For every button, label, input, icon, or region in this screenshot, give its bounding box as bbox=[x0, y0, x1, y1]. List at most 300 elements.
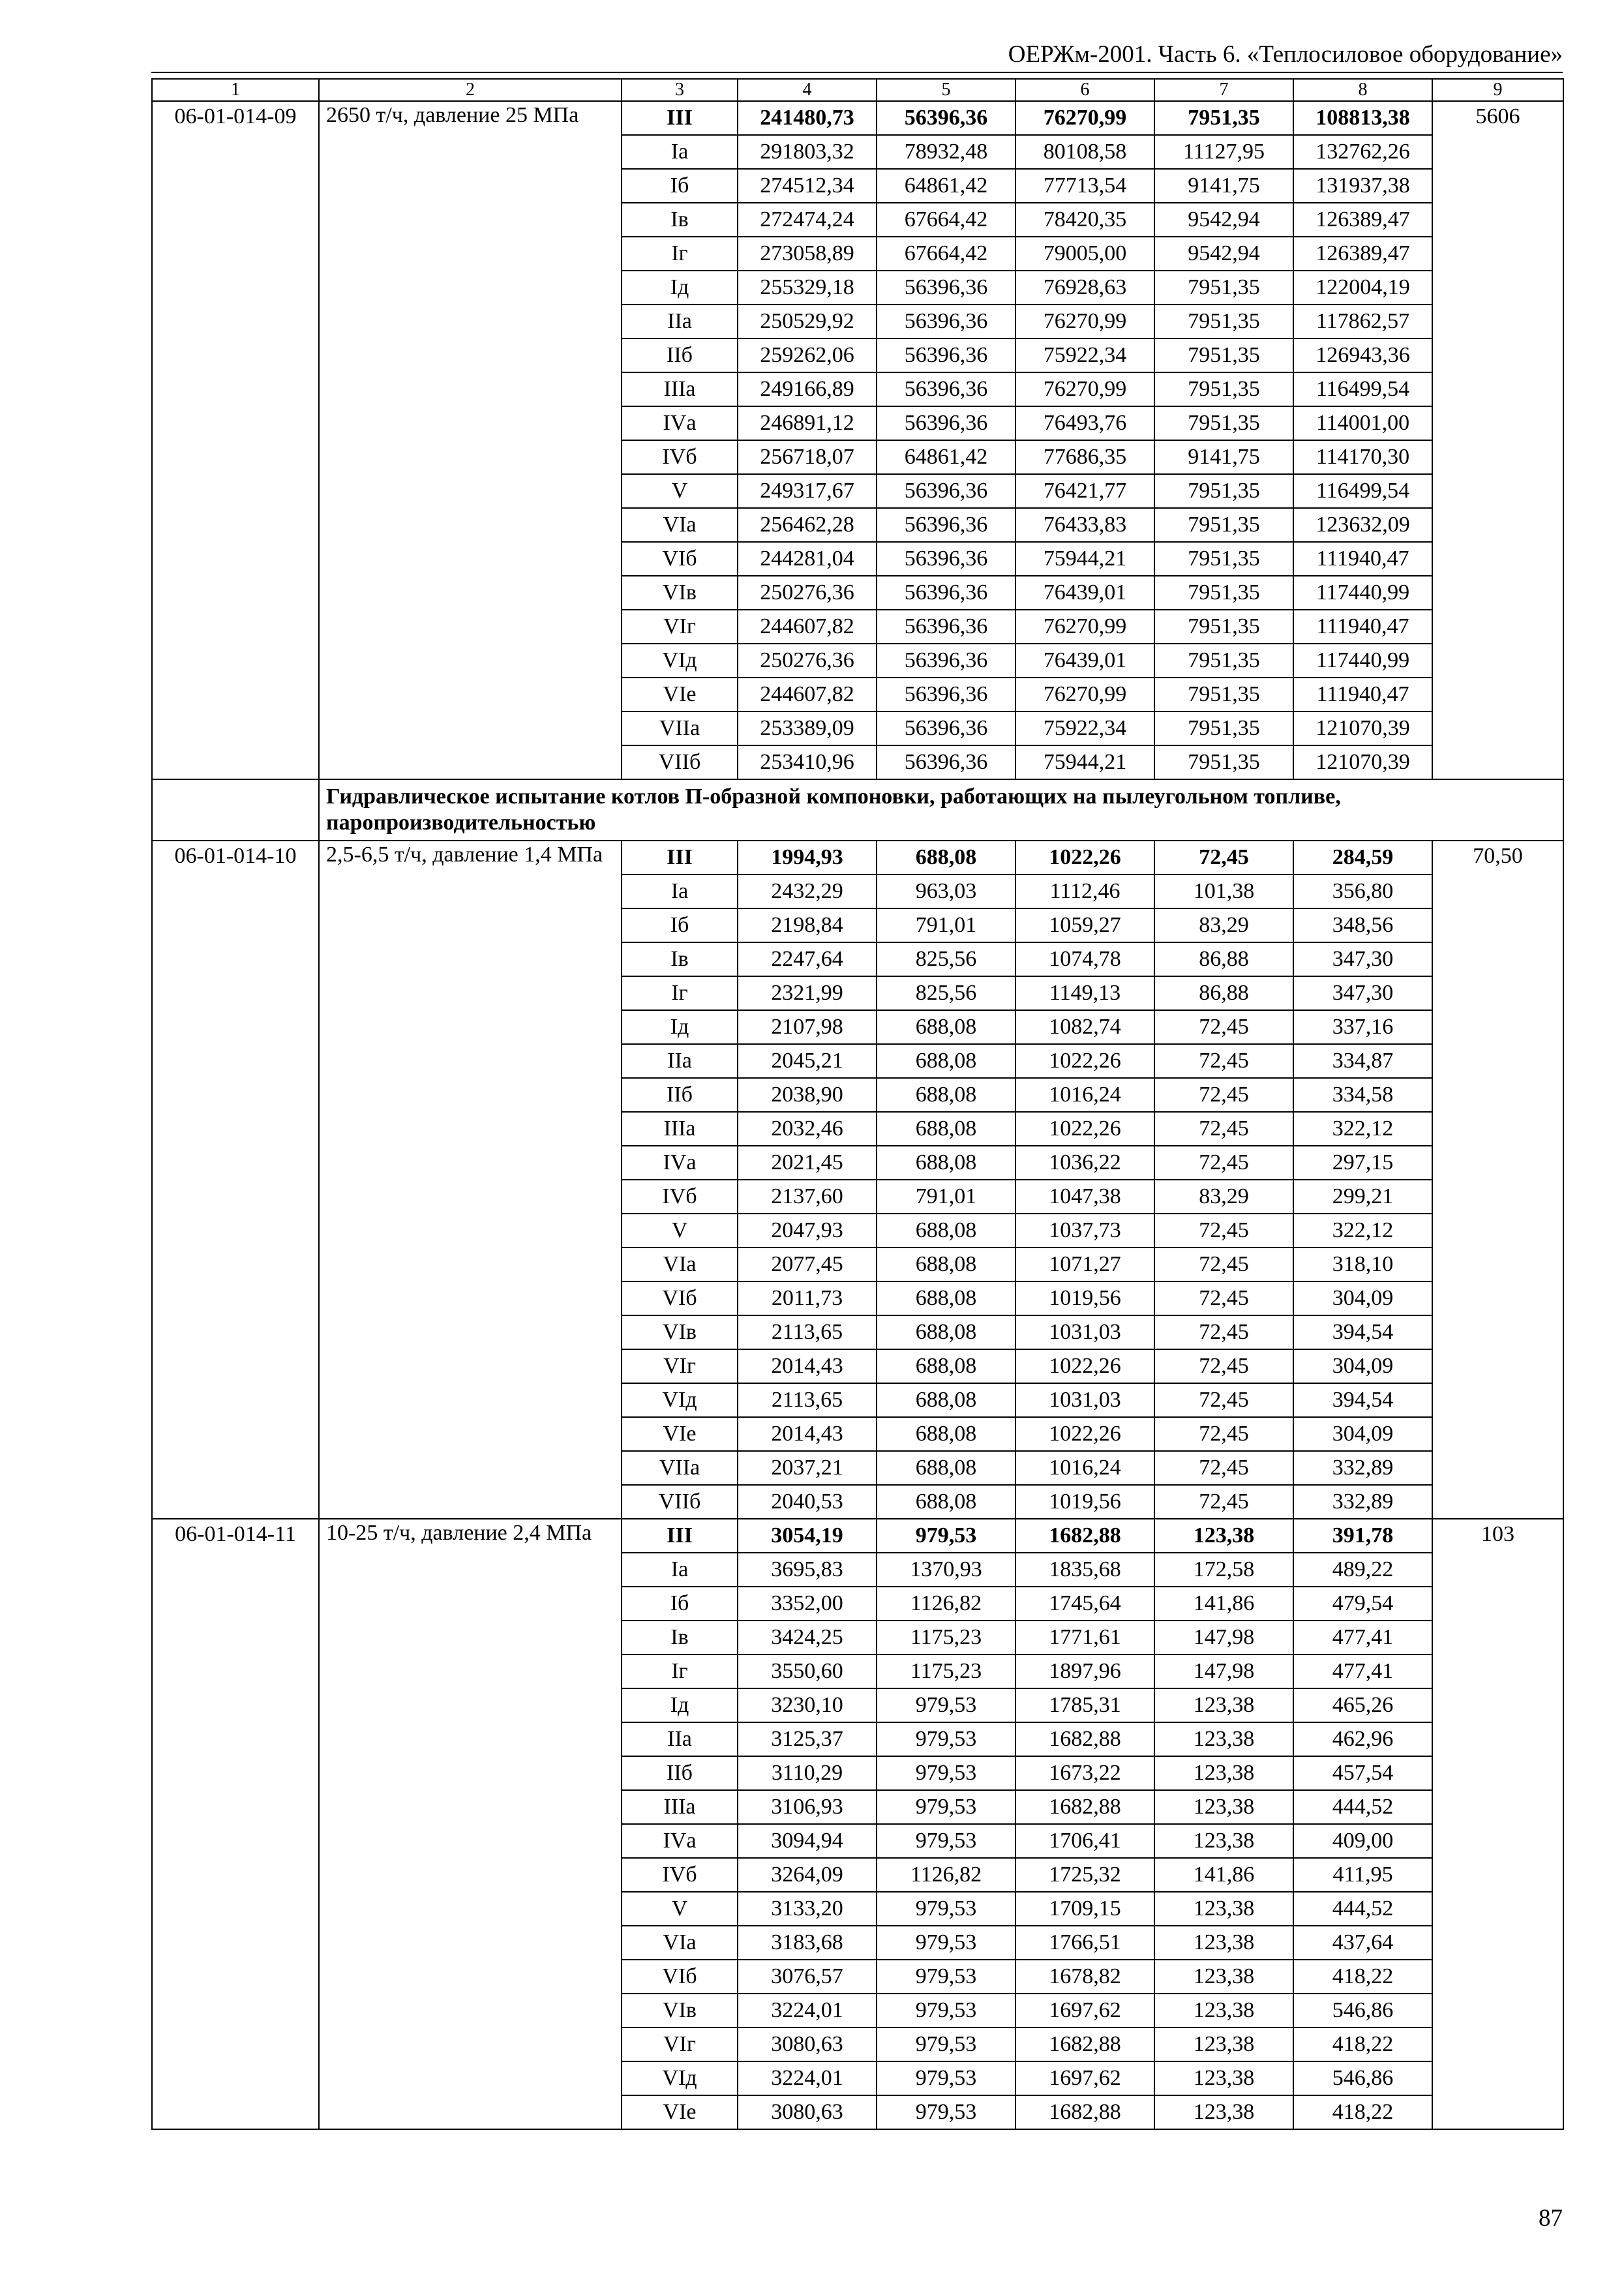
materials-cost-cell: 297,15 bbox=[1293, 1146, 1432, 1180]
materials-cost-cell: 121070,39 bbox=[1293, 745, 1432, 779]
materials-cost-cell: 394,54 bbox=[1293, 1383, 1432, 1417]
machine-cost-cell: 1706,41 bbox=[1015, 1824, 1154, 1858]
machine-cost-cell: 77686,35 bbox=[1015, 440, 1154, 474]
labor-cost-cell: 688,08 bbox=[877, 1010, 1015, 1044]
total-cost-cell: 2032,46 bbox=[738, 1112, 877, 1146]
column-number-row bbox=[152, 79, 1563, 101]
machine-cost-cell: 80108,58 bbox=[1015, 135, 1154, 169]
machine-cost-cell: 1673,22 bbox=[1015, 1756, 1154, 1790]
total-cost-cell: 3125,37 bbox=[738, 1722, 877, 1756]
labor-cost-cell: 56396,36 bbox=[877, 508, 1015, 542]
zone-cell: VIг bbox=[622, 610, 738, 644]
machine-cost-cell: 1022,26 bbox=[1015, 1044, 1154, 1078]
machine-cost-cell: 78420,35 bbox=[1015, 203, 1154, 237]
total-cost-cell: 3080,63 bbox=[738, 2027, 877, 2061]
total-cost-cell: 2040,53 bbox=[738, 1485, 877, 1519]
zone-cell: VIб bbox=[622, 1281, 738, 1315]
zone-cell: Iд bbox=[622, 1010, 738, 1044]
total-cost-cell: 274512,34 bbox=[738, 169, 877, 203]
total-cost-cell: 2021,45 bbox=[738, 1146, 877, 1180]
labor-cost-cell: 979,53 bbox=[877, 1722, 1015, 1756]
labor-cost-cell: 56396,36 bbox=[877, 271, 1015, 305]
total-cost-cell: 3054,19 bbox=[738, 1519, 877, 1553]
machine-cost-cell: 76270,99 bbox=[1015, 610, 1154, 644]
machine-cost-cell: 1835,68 bbox=[1015, 1553, 1154, 1587]
zone-cell: Iб bbox=[622, 908, 738, 942]
materials-cost-cell: 437,64 bbox=[1293, 1926, 1432, 1960]
labor-cost-cell: 688,08 bbox=[877, 1451, 1015, 1485]
materials-cost-cell: 117862,57 bbox=[1293, 305, 1432, 338]
total-cost-cell: 3110,29 bbox=[738, 1756, 877, 1790]
machine-cost-cell: 1019,56 bbox=[1015, 1485, 1154, 1519]
materials-cost-cell: 334,87 bbox=[1293, 1044, 1432, 1078]
labor-cost-cell: 979,53 bbox=[877, 2061, 1015, 2095]
total-cost-cell: 3352,00 bbox=[738, 1587, 877, 1621]
machine-cost-cell: 1697,62 bbox=[1015, 2061, 1154, 2095]
zone-cell: VIб bbox=[622, 542, 738, 576]
zone-cell: VIIб bbox=[622, 1485, 738, 1519]
total-cost-cell: 2014,43 bbox=[738, 1417, 877, 1451]
machinist-wage-cell: 72,45 bbox=[1154, 1281, 1293, 1315]
total-cost-cell: 250276,36 bbox=[738, 644, 877, 678]
total-cost-cell: 3224,01 bbox=[738, 2061, 877, 2095]
total-cost-cell: 241480,73 bbox=[738, 101, 877, 135]
materials-cost-cell: 111940,47 bbox=[1293, 678, 1432, 711]
zone-cell: III bbox=[622, 841, 738, 875]
labor-cost-cell: 688,08 bbox=[877, 1281, 1015, 1315]
total-cost-cell: 2247,64 bbox=[738, 942, 877, 976]
materials-cost-cell: 122004,19 bbox=[1293, 271, 1432, 305]
materials-cost-cell: 322,12 bbox=[1293, 1112, 1432, 1146]
machine-cost-cell: 1682,88 bbox=[1015, 1519, 1154, 1553]
section-heading-row bbox=[152, 779, 1563, 841]
machinist-wage-cell: 7951,35 bbox=[1154, 644, 1293, 678]
total-cost-cell: 2113,65 bbox=[738, 1383, 877, 1417]
materials-cost-cell: 114001,00 bbox=[1293, 406, 1432, 440]
labor-cost-cell: 56396,36 bbox=[877, 576, 1015, 610]
machinist-wage-cell: 7951,35 bbox=[1154, 678, 1293, 711]
zone-cell: V bbox=[622, 1892, 738, 1926]
machinist-wage-cell: 123,38 bbox=[1154, 1926, 1293, 1960]
materials-cost-cell: 304,09 bbox=[1293, 1417, 1432, 1451]
total-cost-cell: 256718,07 bbox=[738, 440, 877, 474]
machinist-wage-cell: 72,45 bbox=[1154, 841, 1293, 875]
running-header: ОЕРЖм-2001. Часть 6. «Теплосиловое оборудование» bbox=[1008, 41, 1563, 68]
machinist-wage-cell: 147,98 bbox=[1154, 1654, 1293, 1688]
labor-cost-cell: 688,08 bbox=[877, 1349, 1015, 1383]
total-cost-cell: 249317,67 bbox=[738, 474, 877, 508]
machine-cost-cell: 1016,24 bbox=[1015, 1451, 1154, 1485]
labor-cost-cell: 979,53 bbox=[877, 1756, 1015, 1790]
labor-cost-cell: 688,08 bbox=[877, 1112, 1015, 1146]
total-cost-cell: 3230,10 bbox=[738, 1688, 877, 1722]
column-number: 9 bbox=[1432, 79, 1563, 101]
machine-cost-cell: 1031,03 bbox=[1015, 1315, 1154, 1349]
materials-cost-cell: 284,59 bbox=[1293, 841, 1432, 875]
labor-cost-cell: 979,53 bbox=[877, 1519, 1015, 1553]
zone-cell: Iд bbox=[622, 1688, 738, 1722]
machine-cost-cell: 77713,54 bbox=[1015, 169, 1154, 203]
zone-cell: III bbox=[622, 1519, 738, 1553]
table-row bbox=[152, 1519, 1563, 1553]
machinist-wage-cell: 7951,35 bbox=[1154, 508, 1293, 542]
materials-cost-cell: 117440,99 bbox=[1293, 576, 1432, 610]
machinist-wage-cell: 123,38 bbox=[1154, 1960, 1293, 1994]
materials-cost-cell: 418,22 bbox=[1293, 2095, 1432, 2129]
total-cost-cell: 3183,68 bbox=[738, 1926, 877, 1960]
materials-cost-cell: 462,96 bbox=[1293, 1722, 1432, 1756]
labor-cost-cell: 56396,36 bbox=[877, 644, 1015, 678]
column-number: 4 bbox=[738, 79, 877, 101]
machine-cost-cell: 1022,26 bbox=[1015, 1417, 1154, 1451]
machine-cost-cell: 1678,82 bbox=[1015, 1960, 1154, 1994]
machine-cost-cell: 1047,38 bbox=[1015, 1180, 1154, 1214]
total-cost-cell: 1994,93 bbox=[738, 841, 877, 875]
machinist-wage-cell: 7951,35 bbox=[1154, 474, 1293, 508]
zone-cell: VIд bbox=[622, 644, 738, 678]
materials-cost-cell: 418,22 bbox=[1293, 2027, 1432, 2061]
materials-cost-cell: 123632,09 bbox=[1293, 508, 1432, 542]
zone-cell: VIв bbox=[622, 1315, 738, 1349]
zone-cell: IIб bbox=[622, 338, 738, 372]
machinist-wage-cell: 7951,35 bbox=[1154, 542, 1293, 576]
machine-cost-cell: 76439,01 bbox=[1015, 644, 1154, 678]
machine-cost-cell: 1059,27 bbox=[1015, 908, 1154, 942]
labor-cost-cell: 825,56 bbox=[877, 976, 1015, 1010]
rate-code: 06-01-014-11 bbox=[152, 1519, 319, 2129]
materials-cost-cell: 418,22 bbox=[1293, 1960, 1432, 1994]
zone-cell: VIб bbox=[622, 1960, 738, 1994]
materials-cost-cell: 121070,39 bbox=[1293, 711, 1432, 745]
total-cost-cell: 2037,21 bbox=[738, 1451, 877, 1485]
zone-cell: IVб bbox=[622, 1180, 738, 1214]
zone-cell: IIIа bbox=[622, 1112, 738, 1146]
materials-cost-cell: 117440,99 bbox=[1293, 644, 1432, 678]
labor-cost-cell: 979,53 bbox=[877, 1790, 1015, 1824]
total-cost-cell: 249166,89 bbox=[738, 372, 877, 406]
labor-cost-cell: 979,53 bbox=[877, 2095, 1015, 2129]
machine-cost-cell: 1037,73 bbox=[1015, 1214, 1154, 1248]
zone-cell: IIа bbox=[622, 305, 738, 338]
zone-cell: IIIа bbox=[622, 1790, 738, 1824]
column-number: 3 bbox=[622, 79, 738, 101]
machine-cost-cell: 79005,00 bbox=[1015, 237, 1154, 271]
machine-cost-cell: 76493,76 bbox=[1015, 406, 1154, 440]
machine-cost-cell: 1725,32 bbox=[1015, 1858, 1154, 1892]
zone-cell: Iа bbox=[622, 1553, 738, 1587]
zone-cell: Iг bbox=[622, 1654, 738, 1688]
zone-cell: IIа bbox=[622, 1722, 738, 1756]
labor-cost-cell: 979,53 bbox=[877, 2027, 1015, 2061]
machinist-wage-cell: 83,29 bbox=[1154, 908, 1293, 942]
machinist-wage-cell: 7951,35 bbox=[1154, 406, 1293, 440]
machinist-wage-cell: 172,58 bbox=[1154, 1553, 1293, 1587]
labor-cost-cell: 979,53 bbox=[877, 1688, 1015, 1722]
total-cost-cell: 246891,12 bbox=[738, 406, 877, 440]
machinist-wage-cell: 72,45 bbox=[1154, 1383, 1293, 1417]
labor-cost-cell: 67664,42 bbox=[877, 203, 1015, 237]
column-number: 7 bbox=[1154, 79, 1293, 101]
zone-cell: VIд bbox=[622, 1383, 738, 1417]
machinist-wage-cell: 7951,35 bbox=[1154, 610, 1293, 644]
machine-cost-cell: 76928,63 bbox=[1015, 271, 1154, 305]
materials-cost-cell: 304,09 bbox=[1293, 1349, 1432, 1383]
machinist-wage-cell: 72,45 bbox=[1154, 1451, 1293, 1485]
machinist-wage-cell: 72,45 bbox=[1154, 1214, 1293, 1248]
labor-cost-cell: 963,03 bbox=[877, 875, 1015, 908]
zone-cell: Iа bbox=[622, 135, 738, 169]
machinist-wage-cell: 101,38 bbox=[1154, 875, 1293, 908]
machinist-wage-cell: 141,86 bbox=[1154, 1858, 1293, 1892]
machine-cost-cell: 1016,24 bbox=[1015, 1078, 1154, 1112]
materials-cost-cell: 489,22 bbox=[1293, 1553, 1432, 1587]
machinist-wage-cell: 7951,35 bbox=[1154, 101, 1293, 135]
materials-cost-cell: 332,89 bbox=[1293, 1451, 1432, 1485]
machinist-wage-cell: 7951,35 bbox=[1154, 305, 1293, 338]
machine-cost-cell: 1019,56 bbox=[1015, 1281, 1154, 1315]
labor-cost-cell: 67664,42 bbox=[877, 237, 1015, 271]
rates-table bbox=[151, 78, 1564, 2130]
machinist-wage-cell: 9542,94 bbox=[1154, 237, 1293, 271]
machinist-wage-cell: 141,86 bbox=[1154, 1587, 1293, 1621]
machinist-wage-cell: 123,38 bbox=[1154, 1824, 1293, 1858]
total-cost-cell: 3424,25 bbox=[738, 1621, 877, 1654]
zone-cell: V bbox=[622, 1214, 738, 1248]
total-cost-cell: 3695,83 bbox=[738, 1553, 877, 1587]
rate-description: 2,5-6,5 т/ч, давление 1,4 МПа bbox=[319, 841, 622, 1519]
total-cost-cell: 3264,09 bbox=[738, 1858, 877, 1892]
machinist-wage-cell: 11127,95 bbox=[1154, 135, 1293, 169]
materials-cost-cell: 477,41 bbox=[1293, 1654, 1432, 1688]
machinist-wage-cell: 123,38 bbox=[1154, 2095, 1293, 2129]
zone-cell: IVб bbox=[622, 1858, 738, 1892]
machinist-wage-cell: 83,29 bbox=[1154, 1180, 1293, 1214]
materials-cost-cell: 116499,54 bbox=[1293, 372, 1432, 406]
zone-cell: Iг bbox=[622, 976, 738, 1010]
materials-cost-cell: 356,80 bbox=[1293, 875, 1432, 908]
zone-cell: VIв bbox=[622, 1994, 738, 2027]
machine-cost-cell: 1771,61 bbox=[1015, 1621, 1154, 1654]
total-cost-cell: 256462,28 bbox=[738, 508, 877, 542]
machinist-wage-cell: 86,88 bbox=[1154, 976, 1293, 1010]
machine-cost-cell: 1022,26 bbox=[1015, 841, 1154, 875]
zone-cell: Iг bbox=[622, 237, 738, 271]
machinist-wage-cell: 72,45 bbox=[1154, 1485, 1293, 1519]
zone-cell: VIе bbox=[622, 678, 738, 711]
labor-hours-cell: 5606 bbox=[1432, 101, 1563, 779]
machine-cost-cell: 1682,88 bbox=[1015, 2027, 1154, 2061]
machinist-wage-cell: 7951,35 bbox=[1154, 372, 1293, 406]
machine-cost-cell: 1709,15 bbox=[1015, 1892, 1154, 1926]
labor-cost-cell: 56396,36 bbox=[877, 610, 1015, 644]
zone-cell: VIе bbox=[622, 2095, 738, 2129]
labor-cost-cell: 56396,36 bbox=[877, 406, 1015, 440]
labor-cost-cell: 56396,36 bbox=[877, 305, 1015, 338]
labor-cost-cell: 56396,36 bbox=[877, 372, 1015, 406]
labor-hours-cell: 103 bbox=[1432, 1519, 1563, 2129]
zone-cell: VIд bbox=[622, 2061, 738, 2095]
zone-cell: VIа bbox=[622, 1926, 738, 1960]
labor-cost-cell: 979,53 bbox=[877, 1892, 1015, 1926]
materials-cost-cell: 546,86 bbox=[1293, 1994, 1432, 2027]
total-cost-cell: 2432,29 bbox=[738, 875, 877, 908]
machinist-wage-cell: 7951,35 bbox=[1154, 745, 1293, 779]
labor-cost-cell: 688,08 bbox=[877, 1248, 1015, 1281]
machinist-wage-cell: 7951,35 bbox=[1154, 338, 1293, 372]
machinist-wage-cell: 123,38 bbox=[1154, 2061, 1293, 2095]
labor-cost-cell: 979,53 bbox=[877, 1926, 1015, 1960]
materials-cost-cell: 444,52 bbox=[1293, 1892, 1432, 1926]
machinist-wage-cell: 9141,75 bbox=[1154, 440, 1293, 474]
labor-cost-cell: 56396,36 bbox=[877, 474, 1015, 508]
machine-cost-cell: 1149,13 bbox=[1015, 976, 1154, 1010]
materials-cost-cell: 114170,30 bbox=[1293, 440, 1432, 474]
total-cost-cell: 3080,63 bbox=[738, 2095, 877, 2129]
labor-cost-cell: 64861,42 bbox=[877, 169, 1015, 203]
zone-cell: Iб bbox=[622, 169, 738, 203]
total-cost-cell: 259262,06 bbox=[738, 338, 877, 372]
machinist-wage-cell: 72,45 bbox=[1154, 1248, 1293, 1281]
zone-cell: IIа bbox=[622, 1044, 738, 1078]
labor-cost-cell: 1370,93 bbox=[877, 1553, 1015, 1587]
materials-cost-cell: 322,12 bbox=[1293, 1214, 1432, 1248]
machine-cost-cell: 1897,96 bbox=[1015, 1654, 1154, 1688]
total-cost-cell: 3133,20 bbox=[738, 1892, 877, 1926]
total-cost-cell: 2014,43 bbox=[738, 1349, 877, 1383]
materials-cost-cell: 116499,54 bbox=[1293, 474, 1432, 508]
zone-cell: IIб bbox=[622, 1078, 738, 1112]
zone-cell: IVб bbox=[622, 440, 738, 474]
zone-cell: IVа bbox=[622, 1146, 738, 1180]
column-number: 8 bbox=[1293, 79, 1432, 101]
zone-cell: Iв bbox=[622, 942, 738, 976]
total-cost-cell: 250529,92 bbox=[738, 305, 877, 338]
machinist-wage-cell: 72,45 bbox=[1154, 1078, 1293, 1112]
materials-cost-cell: 457,54 bbox=[1293, 1756, 1432, 1790]
labor-cost-cell: 56396,36 bbox=[877, 338, 1015, 372]
total-cost-cell: 3076,57 bbox=[738, 1960, 877, 1994]
total-cost-cell: 272474,24 bbox=[738, 203, 877, 237]
zone-cell: VIе bbox=[622, 1417, 738, 1451]
materials-cost-cell: 409,00 bbox=[1293, 1824, 1432, 1858]
labor-cost-cell: 64861,42 bbox=[877, 440, 1015, 474]
materials-cost-cell: 132762,26 bbox=[1293, 135, 1432, 169]
rate-code: 06-01-014-10 bbox=[152, 841, 319, 1519]
machine-cost-cell: 1022,26 bbox=[1015, 1112, 1154, 1146]
machinist-wage-cell: 72,45 bbox=[1154, 1044, 1293, 1078]
labor-cost-cell: 56396,36 bbox=[877, 711, 1015, 745]
machinist-wage-cell: 72,45 bbox=[1154, 1315, 1293, 1349]
column-number: 5 bbox=[877, 79, 1015, 101]
total-cost-cell: 2038,90 bbox=[738, 1078, 877, 1112]
materials-cost-cell: 126389,47 bbox=[1293, 203, 1432, 237]
total-cost-cell: 3106,93 bbox=[738, 1790, 877, 1824]
rate-description: 2650 т/ч, давление 25 МПа bbox=[319, 101, 622, 779]
total-cost-cell: 253389,09 bbox=[738, 711, 877, 745]
total-cost-cell: 2198,84 bbox=[738, 908, 877, 942]
materials-cost-cell: 465,26 bbox=[1293, 1688, 1432, 1722]
machinist-wage-cell: 123,38 bbox=[1154, 1688, 1293, 1722]
zone-cell: VIг bbox=[622, 1349, 738, 1383]
materials-cost-cell: 299,21 bbox=[1293, 1180, 1432, 1214]
total-cost-cell: 273058,89 bbox=[738, 237, 877, 271]
machine-cost-cell: 1074,78 bbox=[1015, 942, 1154, 976]
materials-cost-cell: 131937,38 bbox=[1293, 169, 1432, 203]
labor-cost-cell: 56396,36 bbox=[877, 745, 1015, 779]
machinist-wage-cell: 72,45 bbox=[1154, 1417, 1293, 1451]
machine-cost-cell: 76270,99 bbox=[1015, 678, 1154, 711]
rate-description: 10-25 т/ч, давление 2,4 МПа bbox=[319, 1519, 622, 2129]
materials-cost-cell: 479,54 bbox=[1293, 1587, 1432, 1621]
machinist-wage-cell: 7951,35 bbox=[1154, 271, 1293, 305]
zone-cell: VIIа bbox=[622, 711, 738, 745]
zone-cell: IIIа bbox=[622, 372, 738, 406]
total-cost-cell: 2011,73 bbox=[738, 1281, 877, 1315]
total-cost-cell: 2137,60 bbox=[738, 1180, 877, 1214]
materials-cost-cell: 318,10 bbox=[1293, 1248, 1432, 1281]
machinist-wage-cell: 9141,75 bbox=[1154, 169, 1293, 203]
labor-cost-cell: 979,53 bbox=[877, 1824, 1015, 1858]
total-cost-cell: 250276,36 bbox=[738, 576, 877, 610]
machine-cost-cell: 1022,26 bbox=[1015, 1349, 1154, 1383]
zone-cell: VIа bbox=[622, 508, 738, 542]
materials-cost-cell: 477,41 bbox=[1293, 1621, 1432, 1654]
total-cost-cell: 244607,82 bbox=[738, 610, 877, 644]
total-cost-cell: 2107,98 bbox=[738, 1010, 877, 1044]
machinist-wage-cell: 123,38 bbox=[1154, 2027, 1293, 2061]
machine-cost-cell: 76270,99 bbox=[1015, 372, 1154, 406]
zone-cell: VIIа bbox=[622, 1451, 738, 1485]
zone-cell: VIа bbox=[622, 1248, 738, 1281]
zone-cell: Iв bbox=[622, 1621, 738, 1654]
machinist-wage-cell: 72,45 bbox=[1154, 1349, 1293, 1383]
machine-cost-cell: 1036,22 bbox=[1015, 1146, 1154, 1180]
total-cost-cell: 2321,99 bbox=[738, 976, 877, 1010]
machinist-wage-cell: 7951,35 bbox=[1154, 711, 1293, 745]
labor-cost-cell: 688,08 bbox=[877, 1078, 1015, 1112]
section-blank-cell bbox=[152, 779, 319, 841]
machinist-wage-cell: 86,88 bbox=[1154, 942, 1293, 976]
machine-cost-cell: 76421,77 bbox=[1015, 474, 1154, 508]
materials-cost-cell: 337,16 bbox=[1293, 1010, 1432, 1044]
machine-cost-cell: 75944,21 bbox=[1015, 745, 1154, 779]
machine-cost-cell: 1071,27 bbox=[1015, 1248, 1154, 1281]
labor-cost-cell: 979,53 bbox=[877, 1960, 1015, 1994]
materials-cost-cell: 126389,47 bbox=[1293, 237, 1432, 271]
zone-cell: III bbox=[622, 101, 738, 135]
zone-cell: Iв bbox=[622, 203, 738, 237]
total-cost-cell: 2045,21 bbox=[738, 1044, 877, 1078]
labor-cost-cell: 56396,36 bbox=[877, 101, 1015, 135]
machinist-wage-cell: 7951,35 bbox=[1154, 576, 1293, 610]
materials-cost-cell: 334,58 bbox=[1293, 1078, 1432, 1112]
header-rule bbox=[151, 72, 1563, 73]
labor-cost-cell: 688,08 bbox=[877, 1315, 1015, 1349]
machinist-wage-cell: 123,38 bbox=[1154, 1722, 1293, 1756]
section-title: Гидравлическое испытание котлов П-образной компоновки, работающих на пылеугольном топливе, паропроизводительностью bbox=[319, 779, 1563, 841]
zone-cell: VIIб bbox=[622, 745, 738, 779]
machine-cost-cell: 1766,51 bbox=[1015, 1926, 1154, 1960]
materials-cost-cell: 304,09 bbox=[1293, 1281, 1432, 1315]
labor-cost-cell: 688,08 bbox=[877, 1383, 1015, 1417]
page-number: 87 bbox=[1539, 2205, 1563, 2232]
total-cost-cell: 244607,82 bbox=[738, 678, 877, 711]
machine-cost-cell: 1031,03 bbox=[1015, 1383, 1154, 1417]
zone-cell: V bbox=[622, 474, 738, 508]
machine-cost-cell: 1697,62 bbox=[1015, 1994, 1154, 2027]
materials-cost-cell: 391,78 bbox=[1293, 1519, 1432, 1553]
machinist-wage-cell: 123,38 bbox=[1154, 1790, 1293, 1824]
